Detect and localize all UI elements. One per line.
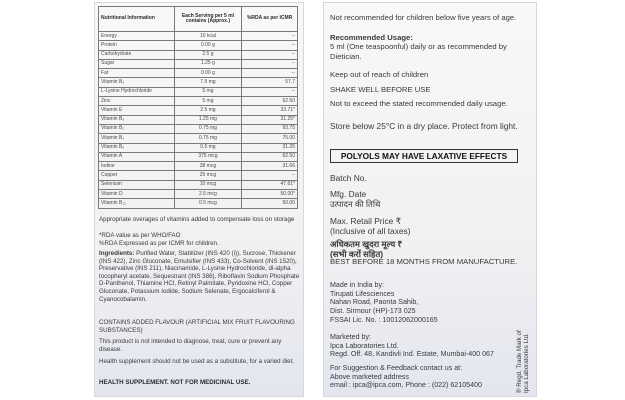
nutrient-amount-cell: 0.75 mg: [174, 124, 242, 133]
nutrient-name-cell: Vitamin D: [99, 190, 175, 199]
nutrient-rda-cell: 50.00*: [242, 190, 298, 199]
mrp-hindi-text: अधिकतम खुदरा मूल्य ₹: [330, 239, 403, 249]
nutrient-amount-cell: 10 mcg: [174, 180, 242, 189]
nutrition-row: [99, 180, 298, 189]
storage-text: Store below 25°C in a dry place. Protect from light.: [330, 121, 518, 131]
best-before-text: BEST BEFORE 18 MONTHS FROM MANUFACTURE.: [330, 257, 518, 266]
nutrient-name-cell: Vitamin B₃: [99, 78, 175, 87]
keep-out-note: [330, 70, 526, 79]
nutrient-amount-cell: 25 mcg: [174, 171, 242, 180]
label-left-panel: [94, 2, 304, 397]
recommended-usage-label: Recommended Usage:: [330, 33, 413, 42]
health-supplement-statement: HEALTH SUPPLEMENT. NOT FOR MEDICINAL USE.: [99, 379, 251, 386]
nutrition-header-row: [99, 7, 298, 32]
age-warning: [330, 13, 526, 22]
nutrition-row: [99, 124, 298, 133]
recommended-usage: [330, 33, 526, 61]
trademark-line-1: ® Regd. Trade Mark of: [516, 330, 523, 393]
manufacturer-name: Tirupati Lifesciences: [330, 289, 395, 298]
nutrient-rda-cell: --: [242, 41, 298, 50]
nutrient-rda-cell: --: [242, 87, 298, 96]
supplement-note-text: Health supplement should not be used as a substitute, for a varied diet.: [99, 358, 295, 365]
nutrient-rda-cell: --: [242, 171, 298, 180]
mrp-text: Max. Retail Price ₹: [330, 216, 401, 226]
nutrient-amount-cell: 375 mcg: [174, 152, 242, 161]
polyols-warning: POLYOLS MAY HAVE LAXATIVE EFFECTS: [330, 149, 518, 163]
nutrient-rda-cell: 75.00: [242, 134, 298, 143]
nutrient-amount-cell: 5 mg: [174, 87, 242, 96]
nutrition-row: [99, 32, 298, 41]
not-intended-text: This product is not intended to diagnose, treat, cure or prevent any disease.: [99, 338, 282, 353]
marketer-name: Ipca Laboratories Ltd.: [330, 341, 399, 350]
nutrient-amount-cell: 0.5 mg: [174, 143, 242, 152]
nutrition-row: [99, 190, 298, 199]
nutrient-amount-cell: 0.75 mg: [174, 134, 242, 143]
nutrition-row: [99, 106, 298, 115]
overage-note-text: Appropriate overages of vitamins added to compensate loss on storage: [99, 216, 295, 223]
nutrient-rda-cell: 57.7: [242, 78, 298, 87]
nutrient-name-cell: Vitamin B₅: [99, 115, 175, 124]
nutrition-row: [99, 162, 298, 171]
nutrient-rda-cell: 31.25*: [242, 115, 298, 124]
contact-email-phone: email : ipca@ipca.com, Phone : (022) 62105400: [330, 381, 482, 390]
nutrition-row: [99, 87, 298, 96]
nutrient-rda-cell: 31.66: [242, 162, 298, 171]
nutrient-amount-cell: 5 mg: [174, 97, 242, 106]
rda-who-note: *RDA value as per WHO/FAO: [99, 232, 181, 239]
nutrient-name-cell: L-Lysine Hydrochloride: [99, 87, 175, 96]
marketed-by-label: Marketed by:: [330, 333, 372, 341]
mrp-hindi-block: [330, 239, 526, 259]
nutrient-name-cell: Fat: [99, 69, 175, 78]
nutrient-name-cell: Vitamin B₆: [99, 143, 175, 152]
mrp-taxes-text: (Inclusive of all taxes): [330, 226, 411, 236]
nutrient-rda-cell: --: [242, 50, 298, 59]
nutrient-rda-cell: 33.71*: [242, 106, 298, 115]
nutrient-name-cell: Copper: [99, 171, 175, 180]
nutrient-amount-cell: 2.5 mcg: [174, 190, 242, 199]
feedback-block: [330, 364, 526, 390]
manufacturer-block: [330, 281, 500, 325]
nutrient-rda-cell: 62.50: [242, 97, 298, 106]
nutrition-row: [99, 115, 298, 124]
shake-note: [330, 85, 526, 94]
nutrient-name-cell: Vitamin E: [99, 106, 175, 115]
made-in-text: Made in India by:: [330, 281, 385, 289]
flavour-note: [99, 319, 301, 334]
mrp-block: [330, 216, 526, 236]
nutrient-amount-cell: 0.00 g: [174, 41, 242, 50]
flavour-text: CONTAINS ADDED FLAVOUR (ARTIFICIAL MIX FRUIT FLAVOURING SUBSTANCES): [99, 319, 295, 334]
nutrient-name-cell: Zinc: [99, 97, 175, 106]
nutrient-amount-cell: 0.5 mcg: [174, 199, 242, 208]
keep-out-text: Keep out of reach of children: [330, 70, 429, 79]
nutrient-rda-cell: --: [242, 59, 298, 68]
shake-text: SHAKE WELL BEFORE USE: [330, 85, 431, 94]
feedback-address: Above marketed address: [330, 372, 409, 381]
recommended-usage-text: 5 ml (One teaspoonful) daily or as recommended by Dietician.: [330, 42, 507, 61]
nutrient-rda-cell: 62.50: [242, 152, 298, 161]
rda-notes: [99, 232, 301, 247]
storage-note: [330, 121, 526, 131]
nutrition-row: [99, 143, 298, 152]
supplement-note: [99, 358, 301, 366]
nutrient-rda-cell: 47.61*: [242, 180, 298, 189]
nutrient-amount-cell: 7.5 mg: [174, 78, 242, 87]
batch-label: [330, 173, 526, 183]
manufacturer-address-2: Dist. Sirmour (HP)-173 025: [330, 307, 416, 316]
nutrient-name-cell: Vitamin B₁: [99, 134, 175, 143]
nutrient-amount-cell: 1.25 mg: [174, 115, 242, 124]
nutrient-name-cell: Vitamin A: [99, 152, 175, 161]
nutrition-header-cell: Nutritional Information: [99, 7, 175, 32]
nutrition-header-cell: Each Serving per 5 ml contains (Approx.): [174, 7, 242, 32]
nutrition-row: [99, 50, 298, 59]
nutrition-row: [99, 171, 298, 180]
age-warning-text: Not recommended for children below five years of age.: [330, 13, 517, 22]
nutrient-name-cell: Vitamin B₂: [99, 124, 175, 133]
nutrient-amount-cell: 2.5 mg: [174, 106, 242, 115]
trademark-line-2: Ipca Laboratories Ltd.: [523, 333, 530, 393]
nutrient-rda-cell: --: [242, 32, 298, 41]
ingredients-block: [99, 250, 301, 303]
nutrition-header-cell: %RDA as per ICMR: [242, 7, 298, 32]
nutrition-row: [99, 69, 298, 78]
nutrient-name-cell: Selenium: [99, 180, 175, 189]
nutrition-row: [99, 78, 298, 87]
nutrient-name-cell: Energy: [99, 32, 175, 41]
nutrition-row: [99, 97, 298, 106]
nutrition-row: [99, 199, 298, 208]
mfg-date: [330, 189, 526, 209]
trademark-notice: [516, 330, 530, 393]
nutrition-row: [99, 41, 298, 50]
marketer-address: Regd. Off. 48, Kandivli Ind. Estate, Mumbai-400 067: [330, 350, 494, 359]
mrp-hindi-taxes-text: (सभी करों सहित): [330, 249, 384, 259]
nutrition-row: [99, 59, 298, 68]
nutrition-row: [99, 134, 298, 143]
nutrient-amount-cell: 1.25 g: [174, 59, 242, 68]
nutrient-amount-cell: 2.5 g: [174, 50, 242, 59]
disclaimer: [99, 338, 301, 353]
dosage-limit: [330, 99, 526, 108]
nutrient-rda-cell: --: [242, 69, 298, 78]
best-before: [330, 257, 526, 266]
mfg-date-text: Mfg. Date: [330, 189, 367, 199]
nutrition-table: [98, 6, 298, 209]
nutrient-rda-cell: 93.75: [242, 124, 298, 133]
nutrient-name-cell: Carbohydrate: [99, 50, 175, 59]
nutrition-table-body: [99, 32, 298, 209]
marketer-block: [330, 333, 526, 359]
nutrient-name-cell: Protein: [99, 41, 175, 50]
label-right-panel: [323, 2, 537, 397]
batch-text: Batch No.: [330, 173, 367, 183]
dosage-limit-text: Not to exceed the stated recommended daily usage.: [330, 99, 508, 108]
nutrient-name-cell: Vitamin B₁₂: [99, 199, 175, 208]
feedback-label: For Suggestion & Feedback contact us at:: [330, 364, 463, 372]
nutrient-rda-cell: 31.25: [242, 143, 298, 152]
ingredients-label: Ingredients:: [99, 250, 135, 257]
rda-icmr-note: %RDA Expressed as per ICMR for children.: [99, 239, 219, 247]
nutrient-amount-cell: 38 mcg: [174, 162, 242, 171]
ingredients-text: Purified Water, Stabilizer (INS 420 (i)), Sucrose, Thickener (INS 422), Zinc Gluconate, Emulsifier (INS 433), Co-Solvent (INS 1520), Preservative (INS 211), Niacinamide, L-Lysine Hydrochloride, dl-alpha tocopheryl acetate, Sequestrant (INS 386), Riboflavin Sodium Phosphate D-Panthenol, Thiamine HCl, Retinyl Palmitate, Pyridoxine HCl, Copper Gluconate, Potassium Iodide, Sodium Selenate, Ergocalciferol & Cyanocobalamin.: [99, 250, 300, 303]
nutrient-rda-cell: 50.00: [242, 199, 298, 208]
nutrition-row: [99, 152, 298, 161]
manufacturer-address-1: Nahan Road, Paonta Sahib,: [330, 298, 419, 307]
nutrient-amount-cell: 0.00 g: [174, 69, 242, 78]
nutrient-name-cell: Sugar: [99, 59, 175, 68]
overage-note: [99, 216, 301, 224]
fssai-license: FSSAI Lic. No. : 10012062000165: [330, 315, 438, 324]
mfg-date-hindi: उत्पादन की तिथि: [330, 199, 381, 209]
nutrient-name-cell: Iodine: [99, 162, 175, 171]
nutrient-amount-cell: 10 kcal: [174, 32, 242, 41]
